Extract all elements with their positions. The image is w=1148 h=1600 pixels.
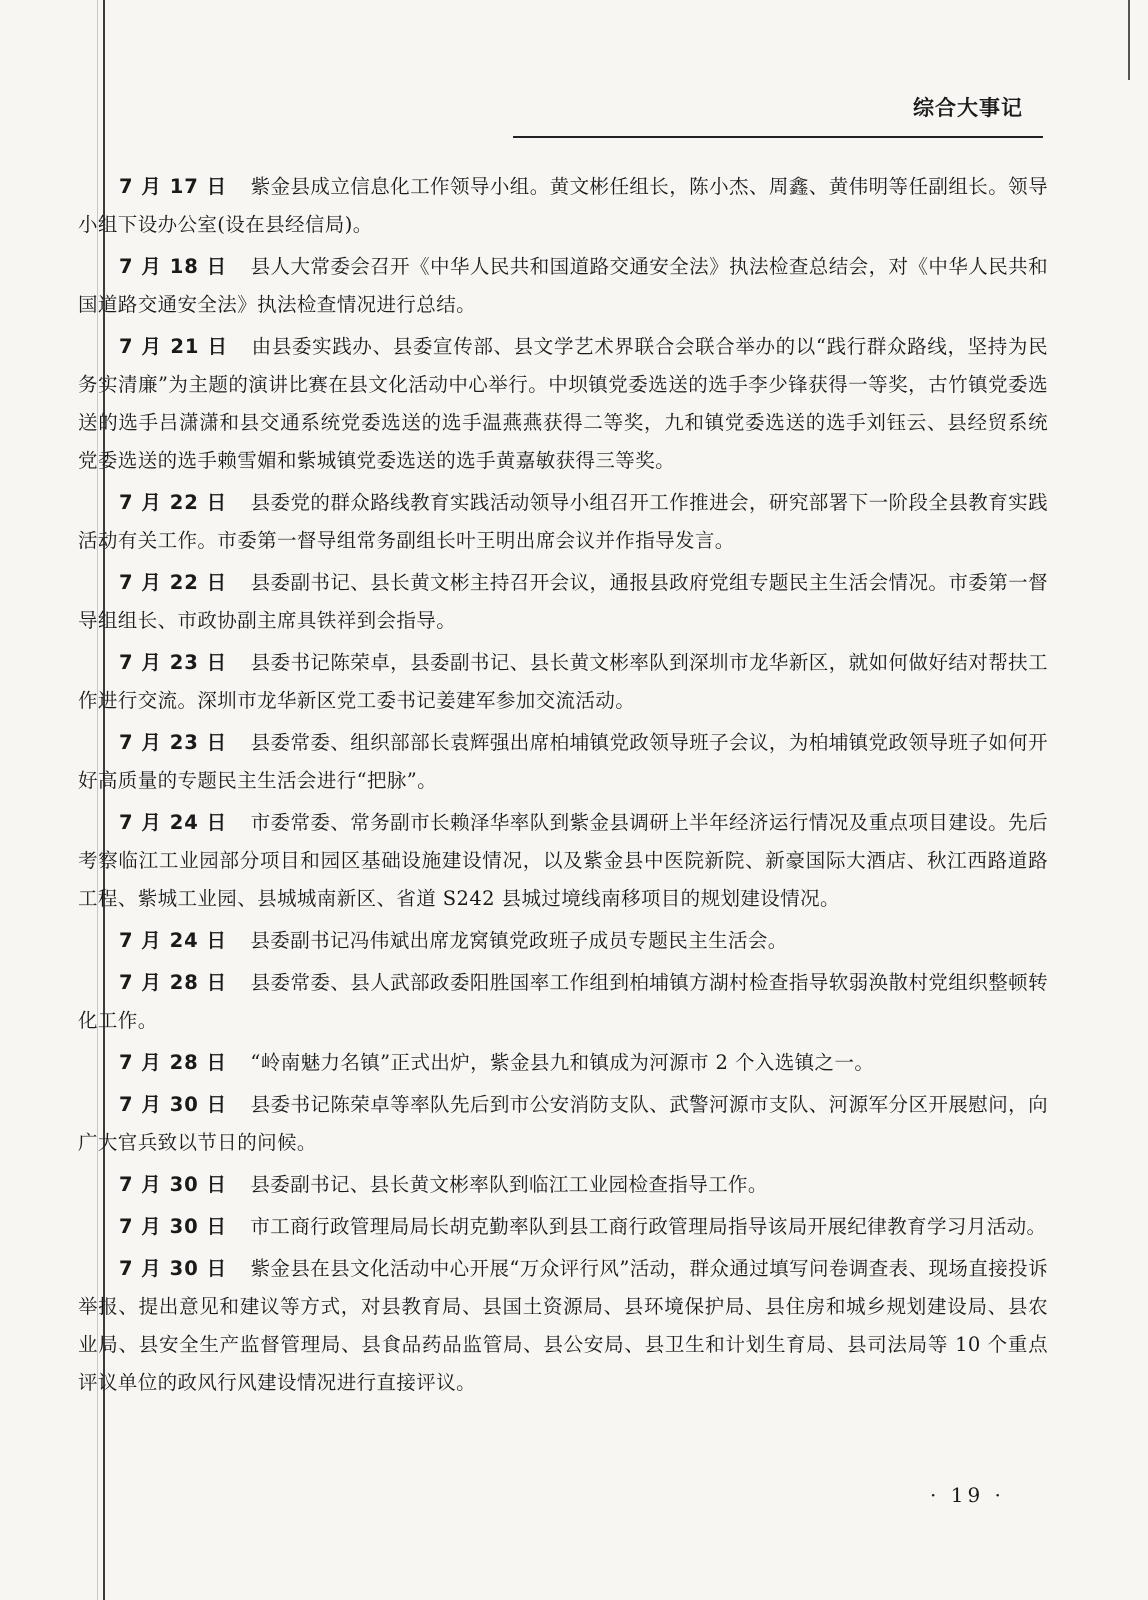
chronicle-body <box>78 168 1048 1406</box>
chronicle-entry <box>78 328 1048 480</box>
page-number: · 19 · <box>930 1483 1005 1507</box>
entry-date: 7 月 23 日 <box>118 651 228 674</box>
chronicle-entry <box>78 564 1048 640</box>
entry-date: 7 月 30 日 <box>118 1215 228 1238</box>
entry-date: 7 月 22 日 <box>118 571 228 594</box>
chronicle-entry <box>78 1208 1048 1246</box>
chronicle-entry <box>78 964 1048 1040</box>
entry-date: 7 月 24 日 <box>118 811 228 834</box>
entry-date: 7 月 30 日 <box>118 1173 228 1196</box>
chronicle-entry <box>78 724 1048 800</box>
entry-text: 县委常委、县人武部政委阳胜国率工作组到柏埔镇方湖村检查指导软弱涣散村党组织整顿转化工作。 <box>78 971 1048 1032</box>
chronicle-entry <box>78 1044 1048 1082</box>
entry-text: 紫金县成立信息化工作领导小组。黄文彬任组长，陈小杰、周鑫、黄伟明等任副组长。领导小组下设办公室(设在县经信局)。 <box>78 175 1048 236</box>
entry-text: “岭南魅力名镇”正式出炉，紫金县九和镇成为河源市 2 个入选镇之一。 <box>250 1051 875 1074</box>
entry-date: 7 月 17 日 <box>118 175 228 198</box>
entry-date: 7 月 30 日 <box>118 1257 228 1280</box>
entry-text: 紫金县在县文化活动中心开展“万众评行风”活动，群众通过填写问卷调查表、现场直接投诉举报、提出意见和建议等方式，对县教育局、县国土资源局、县环境保护局、县住房和城乡规划建设局、县农业局、县安全生产监督管理局、县食品药品监管局、县公安局、县卫生和计划生育局、县司法局等 10 个重点评议单位的政风行风建设情况进行直接评议。 <box>78 1257 1048 1394</box>
entry-text: 由县委实践办、县委宣传部、县文学艺术界联合会联合举办的以“践行群众路线，坚持为民务实清廉”为主题的演讲比赛在县文化活动中心举行。中坝镇党委选送的选手李少锋获得一等奖，古竹镇党委选送的选手吕潇潇和县交通系统党委选送的选手温燕燕获得二等奖，九和镇党委选送的选手刘钰云、县经贸系统党委选送的选手赖雪媚和紫城镇党委选送的选手黄嘉敏获得三等奖。 <box>78 335 1048 472</box>
entry-text: 县委副书记冯伟斌出席龙窝镇党政班子成员专题民主生活会。 <box>250 929 788 952</box>
chronicle-entry <box>78 1250 1048 1402</box>
entry-date: 7 月 28 日 <box>118 1051 228 1074</box>
chronicle-entry <box>78 248 1048 324</box>
entry-date: 7 月 21 日 <box>118 335 229 358</box>
entry-text: 县委副书记、县长黄文彬主持召开会议，通报县政府党组专题民主生活会情况。市委第一督导组组长、市政协副主席具铁祥到会指导。 <box>78 571 1048 632</box>
header-rule <box>513 136 1043 138</box>
chronicle-entry <box>78 1086 1048 1162</box>
chronicle-entry <box>78 168 1048 244</box>
chronicle-entry <box>78 484 1048 560</box>
entry-text: 县委党的群众路线教育实践活动领导小组召开工作推进会，研究部署下一阶段全县教育实践活动有关工作。市委第一督导组常务副组长叶王明出席会议并作指导发言。 <box>78 491 1048 552</box>
entry-date: 7 月 22 日 <box>118 491 228 514</box>
entry-text: 市工商行政管理局局长胡克勤率队到县工商行政管理局指导该局开展纪律教育学习月活动。 <box>250 1215 1047 1238</box>
section-title: 综合大事记 <box>913 96 1023 120</box>
entry-text: 县委书记陈荣卓，县委副书记、县长黄文彬率队到深圳市龙华新区，就如何做好结对帮扶工作进行交流。深圳市龙华新区党工委书记姜建军参加交流活动。 <box>78 651 1048 712</box>
chronicle-entry <box>78 804 1048 918</box>
entry-text: 县委副书记、县长黄文彬率队到临江工业园检查指导工作。 <box>250 1173 768 1196</box>
entry-date: 7 月 30 日 <box>118 1093 228 1116</box>
chronicle-entry <box>78 644 1048 720</box>
chronicle-entry <box>78 922 1048 960</box>
entry-text: 县委常委、组织部部长袁辉强出席柏埔镇党政领导班子会议，为柏埔镇党政领导班子如何开好高质量的专题民主生活会进行“把脉”。 <box>78 731 1048 792</box>
page-corner-mark <box>1128 0 1148 80</box>
entry-text: 市委常委、常务副市长赖泽华率队到紫金县调研上半年经济运行情况及重点项目建设。先后考察临江工业园部分项目和园区基础设施建设情况，以及紫金县中医院新院、新豪国际大酒店、秋江西路道路工程、紫城工业园、县城城南新区、省道 S242 县城过境线南移项目的规划建设情况。 <box>78 811 1048 910</box>
entry-date: 7 月 24 日 <box>118 929 228 952</box>
entry-text: 县委书记陈荣卓等率队先后到市公安消防支队、武警河源市支队、河源军分区开展慰问，向广大官兵致以节日的问候。 <box>78 1093 1048 1154</box>
entry-text: 县人大常委会召开《中华人民共和国道路交通安全法》执法检查总结会，对《中华人民共和国道路交通安全法》执法检查情况进行总结。 <box>78 255 1048 316</box>
chronicle-entry <box>78 1166 1048 1204</box>
entry-date: 7 月 18 日 <box>118 255 228 278</box>
entry-date: 7 月 28 日 <box>118 971 228 994</box>
entry-date: 7 月 23 日 <box>118 731 228 754</box>
